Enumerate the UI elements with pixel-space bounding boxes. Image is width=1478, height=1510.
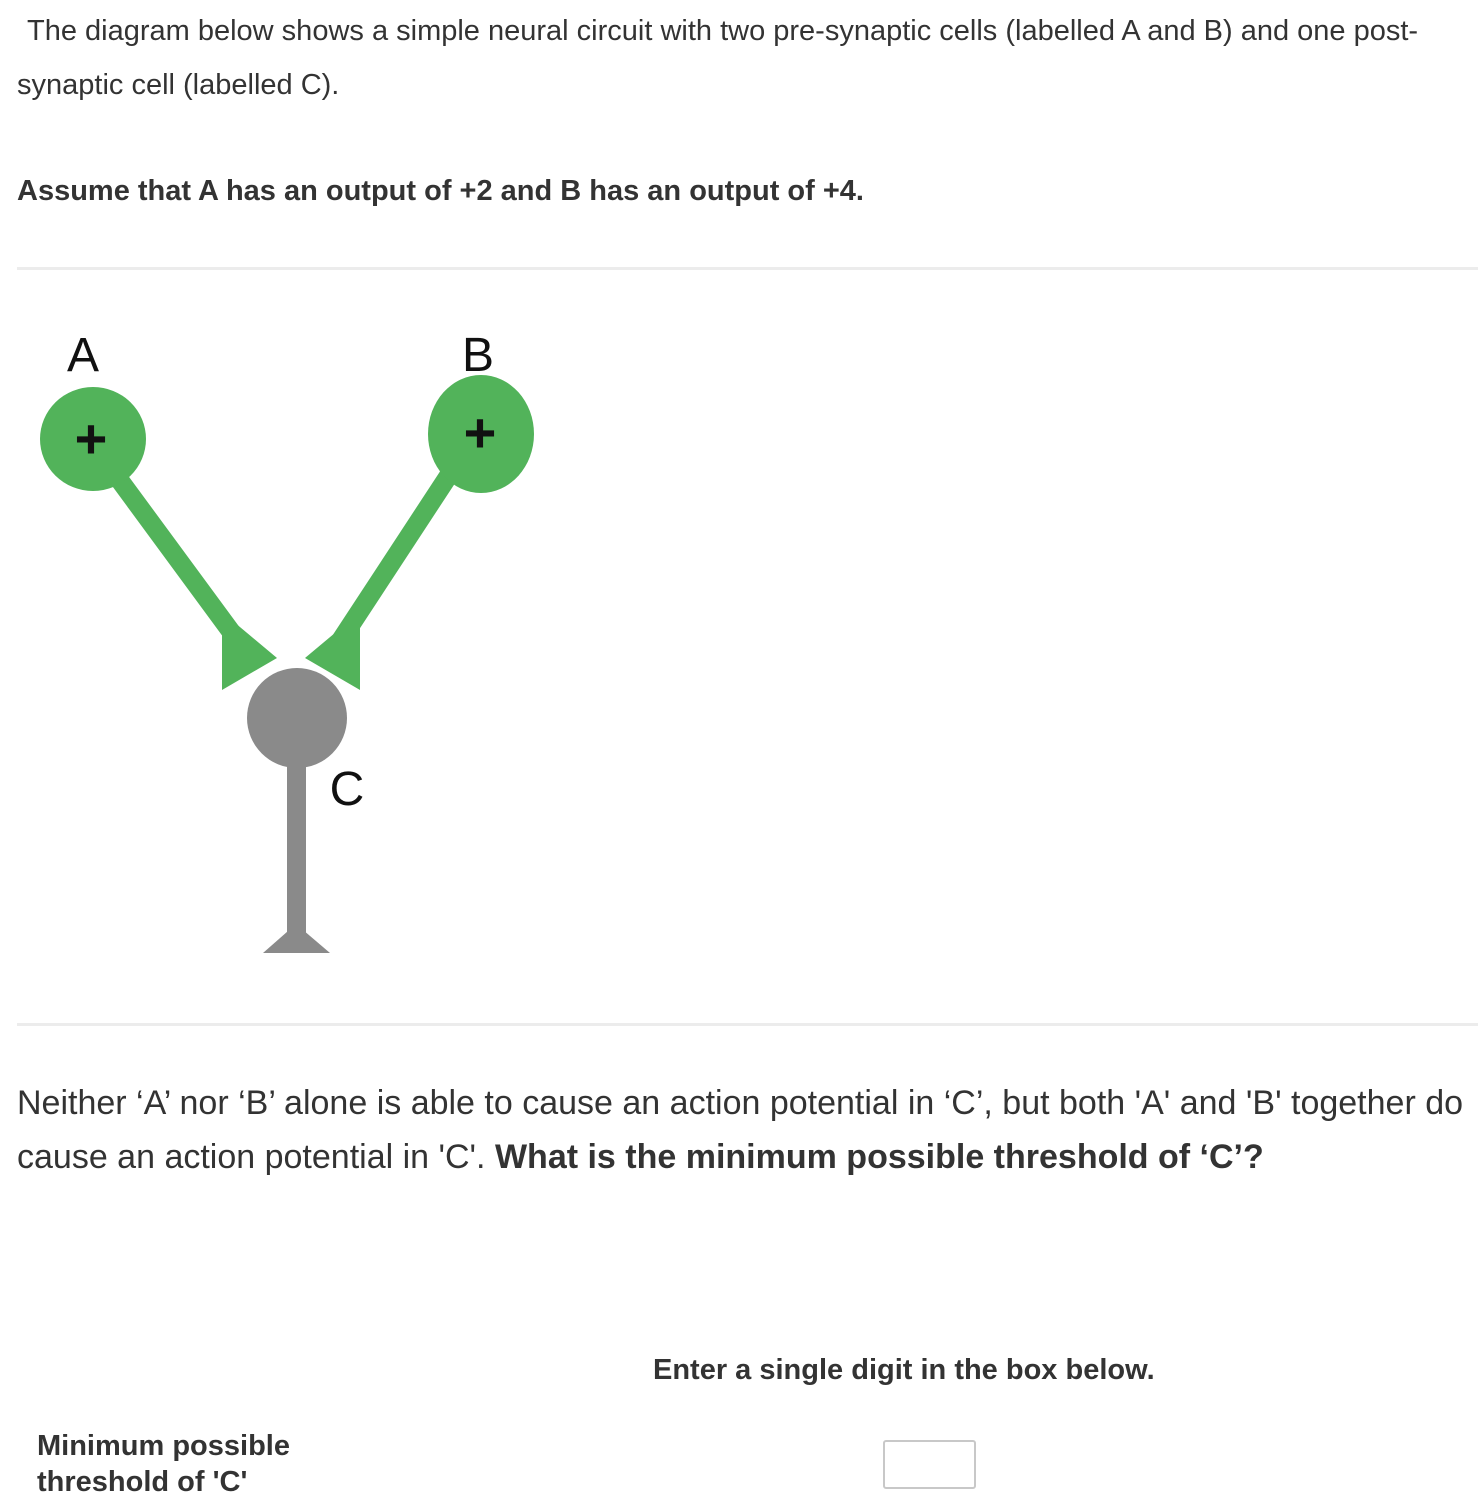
bottom-divider (17, 1023, 1478, 1026)
cell-c (247, 668, 347, 768)
label-a: A (66, 329, 100, 382)
intro-text: The diagram below shows a simple neural circuit with two pre-synaptic cells (labelled A and B) and one post-synaptic cell (labelled C). (17, 15, 1419, 101)
terminal-c (263, 924, 330, 953)
label-c: C (329, 763, 365, 816)
neural-circuit-svg (0, 300, 600, 970)
top-divider (17, 267, 1478, 270)
label-b: B (461, 329, 495, 382)
answer-instruction: Enter a single digit in the box below. (653, 1354, 1155, 1386)
question-body: Neither ‘A’ nor ‘B’ alone is able to cause an action potential in ‘C’, but both 'A' and 'B' together do cause an action potential in 'C'. (17, 1084, 1464, 1176)
question-text (17, 1076, 1467, 1184)
sign-b: + (463, 401, 497, 464)
answer-label: Minimum possible threshold of 'C' (37, 1430, 290, 1498)
sign-a: + (74, 407, 108, 470)
threshold-answer-input[interactable] (883, 1440, 976, 1489)
assumption-text: Assume that A has an output of +2 and B has an output of +4. (17, 175, 864, 207)
neural-circuit-diagram (0, 300, 600, 975)
question-prompt: What is the minimum possible threshold of ‘C’? (494, 1138, 1264, 1176)
